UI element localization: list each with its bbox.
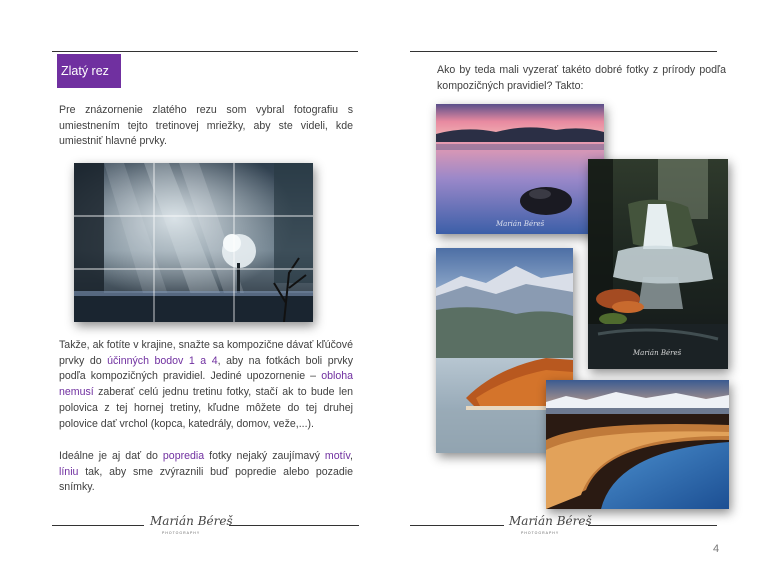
- text-run: tak, aby sme zvýraznili buď popredie alebo pozadie snímky.: [59, 465, 353, 494]
- photo-watermark: Marián Béreš: [633, 349, 682, 357]
- text-run: Takže, ak fotíte v krajine, snažte sa kompozične dávať kľúčové prvky do: [59, 339, 353, 367]
- reservoir-curve-photo: [546, 380, 729, 509]
- signature-subtitle-right: PHOTOGRAPHY: [521, 531, 560, 535]
- examples-intro: Ako by teda mali vyzerať takéto dobré fotky z prírody podľa kompozičných pravidiel? Takto:: [437, 64, 726, 92]
- highlight-sky: obloha nemusí: [59, 370, 353, 399]
- signature-logo-left: Marián Béreš: [150, 514, 233, 528]
- text-run: zaberať celú jednu tretinu fotky, stačí ak to bude len polovica z tej hornej tretiny, kľudne môžete do tej druhej polovice dať vrchol (kopca, katedrály, domov, veže,...).: [59, 386, 353, 430]
- text-run: Ideálne je aj dať do: [59, 450, 163, 462]
- footer-rule-left-b: [229, 525, 359, 526]
- page-number: 4: [713, 543, 720, 555]
- section-heading: Zlatý rez: [57, 54, 121, 88]
- highlight-motif: motív: [324, 450, 351, 462]
- highlight-line: líniu: [59, 465, 79, 478]
- lake-sunset-photo: [436, 104, 604, 234]
- top-rule-right: [410, 51, 717, 52]
- signature-subtitle-left: PHOTOGRAPHY: [162, 531, 201, 535]
- golden-ratio-grid-photo: [74, 163, 313, 322]
- composition-paragraph: [59, 338, 353, 432]
- foreground-paragraph: [59, 449, 353, 496]
- waterfall-forest-photo: [588, 159, 728, 369]
- footer-rule-right-a: [410, 525, 504, 526]
- intro-paragraph: Pre znázornenie zlatého rezu som vybral fotografiu s umiestnením tejto tretinovej mriežky, aby ste videli, kde umiestniť hlavné prvky.: [59, 104, 353, 148]
- footer-rule-right-b: [588, 525, 717, 526]
- signature-logo-right: Marián Béreš: [509, 514, 592, 528]
- top-rule-left: [52, 51, 358, 52]
- text-run: ,: [350, 450, 353, 462]
- highlight-effective-points: účinných bodov 1 a 4: [107, 354, 218, 367]
- text-run: fotky nejaký zaujímavý: [204, 450, 325, 462]
- footer-rule-left-a: [52, 525, 144, 526]
- highlight-foreground: popredia: [162, 450, 205, 462]
- text-run: , aby na fotkách boli prvky podľa kompozičných pravidiel. Jediné upozornenie –: [59, 354, 354, 383]
- photo-watermark: Marián Béreš: [496, 220, 545, 228]
